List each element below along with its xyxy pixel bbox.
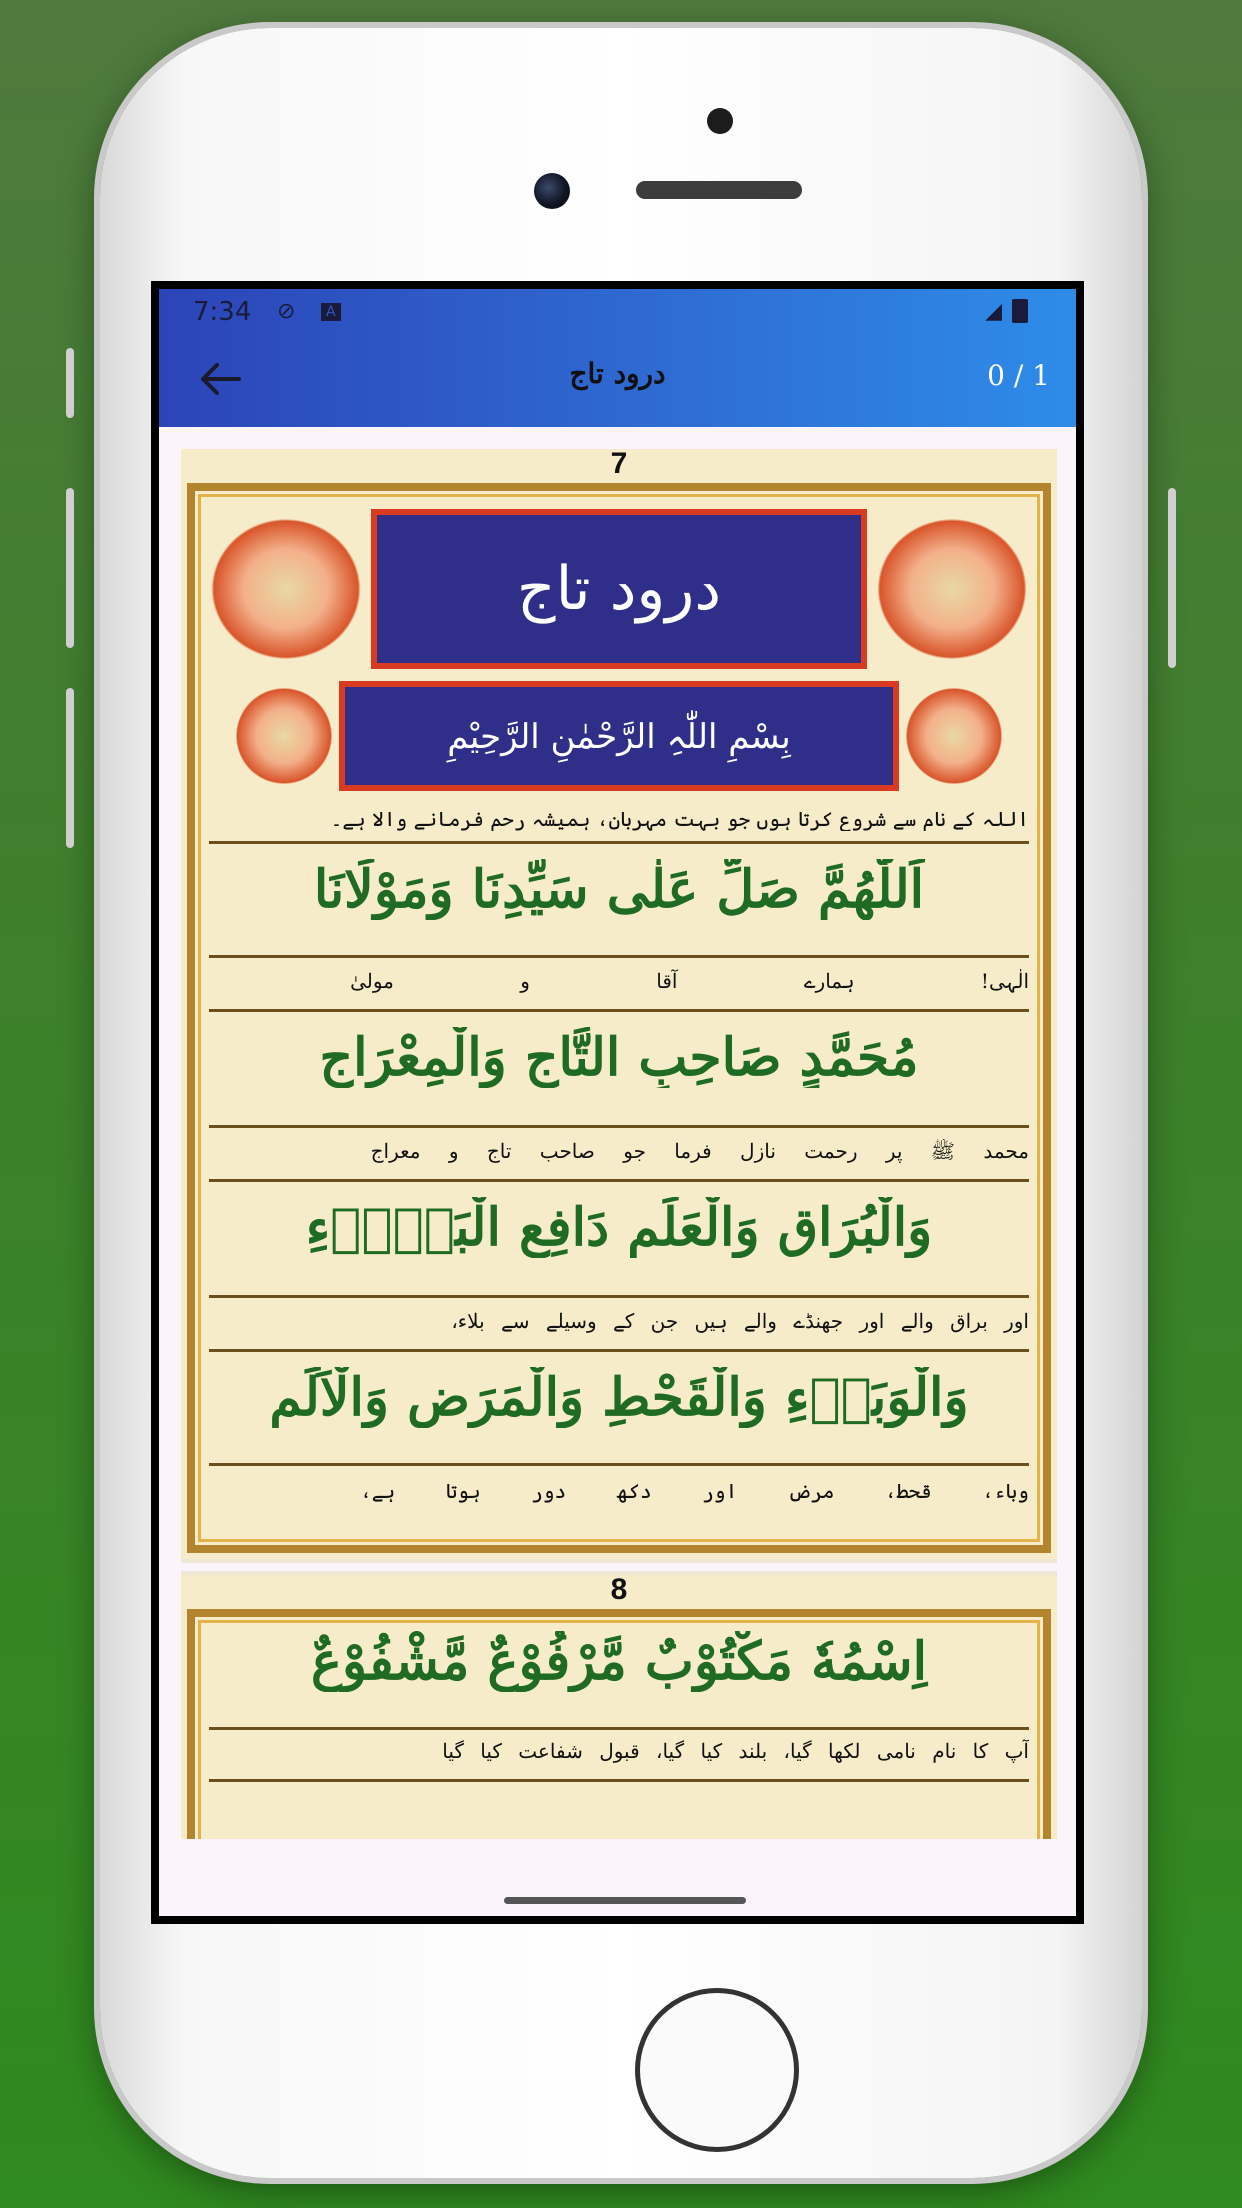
divider: [209, 1125, 1029, 1128]
arabic-verse: مُحَمَّدٍ صَاحِبِ التَّاجِ وَالْمِعْرَاجِ: [319, 1027, 919, 1088]
front-camera: [534, 173, 570, 209]
screen-title: درود تاج: [569, 357, 666, 390]
signal-icon: ◢: [985, 299, 1002, 324]
divider: [209, 1295, 1029, 1298]
arabic-verse: اِسْمُهٗ مَكْتُوْبٌ مَّرْفُوْعٌ مَّشْفُوْعٌ: [310, 1631, 928, 1692]
urdu-translation: اور براق والے اور جھنڈے والے ہیں جن کے وسیلے سے بلاء،: [451, 1309, 1029, 1333]
bismillah-box: [339, 681, 899, 791]
app-bar: [159, 289, 1076, 427]
divider: [209, 1463, 1029, 1466]
ornament-left: [229, 681, 339, 791]
bismillah-banner: [221, 681, 1017, 791]
power-button: [1168, 488, 1176, 668]
ornament-left: [201, 509, 371, 669]
page-viewer[interactable]: [181, 449, 1057, 1839]
earpiece-speaker: [636, 181, 802, 199]
divider: [209, 841, 1029, 844]
heading-box: [371, 509, 867, 669]
divider: [209, 1779, 1029, 1782]
bismillah-text: بِسْمِ اللّٰہِ الرَّحْمٰنِ الرَّحِیْمِ: [447, 716, 791, 757]
intro-translation: اللہ کے نام سے شروع کرتا ہوں جو بہت مہربان، ہمیشہ رحم فرمانے والا ہے۔: [330, 807, 1029, 831]
page-heading: درود تاج: [516, 554, 722, 624]
ornament-right: [867, 509, 1037, 669]
arabic-verse: اَللّٰھُمَّ صَلِّ عَلٰی سَیِّدِنَا وَمَوْلَانَا: [313, 859, 925, 920]
divider: [209, 1009, 1029, 1012]
dnd-icon: ⊘: [277, 299, 296, 324]
phone-screen: [151, 281, 1084, 1924]
divider: [209, 1349, 1029, 1352]
arabic-verse: وَالْوَبَاۗءِ وَالْقَحْطِ وَالْمَرَضِ وَالْاَلَمِ: [269, 1367, 969, 1428]
page-number: 8: [610, 1573, 628, 1606]
volume-down-button: [66, 488, 74, 648]
mute-switch: [66, 688, 74, 848]
page-counter: 0 / 1: [987, 359, 1050, 392]
divider: [209, 1179, 1029, 1182]
home-button[interactable]: [635, 1988, 799, 2152]
battery-icon: [1012, 299, 1028, 323]
page-number: 7: [610, 449, 628, 480]
divider: [209, 955, 1029, 958]
divider: [209, 1727, 1029, 1730]
heading-banner: [201, 509, 1037, 669]
urdu-translation: محمد ﷺ پر رحمت نازل فرما جو صاحب تاج و معراج: [370, 1139, 1029, 1163]
status-time: 7:34: [193, 297, 252, 327]
volume-up-button: [66, 348, 74, 418]
arabic-verse: وَالْبُرَاقِ وَالْعَلَمِ دَافِعِ الْبَلَاۗءِ: [305, 1197, 933, 1258]
book-page: [181, 1575, 1057, 1839]
book-page: [181, 449, 1057, 1559]
app-screen: [159, 289, 1076, 1916]
ornament-right: [899, 681, 1009, 791]
notification-icon: A: [321, 303, 341, 321]
urdu-translation: آپ کا نام نامی لکھا گیا، بلند کیا گیا، قبول شفاعت کیا گیا: [442, 1739, 1029, 1763]
gesture-nav-handle[interactable]: [504, 1897, 746, 1904]
urdu-translation: وباء، قحط، مرض اور دکھ دور ہوتا ہے،: [360, 1479, 1029, 1503]
urdu-translation: الٰہی! ہمارے آقا و مولیٰ: [350, 969, 1029, 993]
proximity-sensor: [707, 108, 733, 134]
